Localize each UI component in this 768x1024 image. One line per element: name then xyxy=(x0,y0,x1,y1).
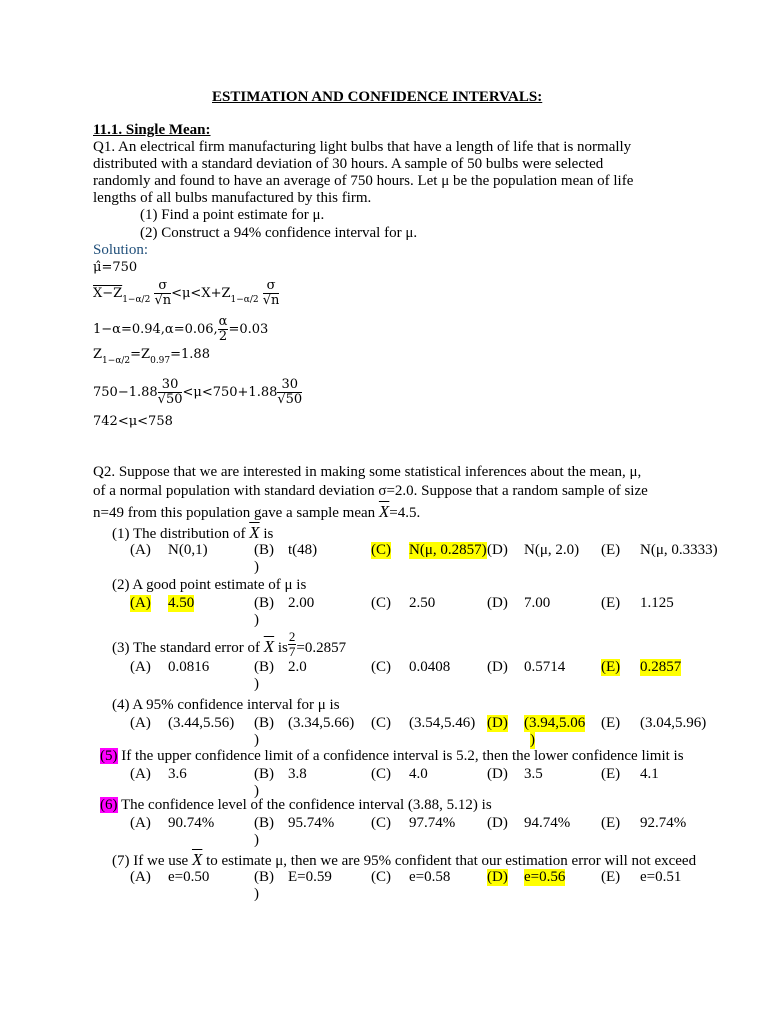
frac-num: 30 xyxy=(277,378,302,393)
q2-line-text: n=49 from this population gave a sample mean xyxy=(93,505,376,521)
question-text: (7) If we use xyxy=(112,853,189,869)
choice-label: (A) xyxy=(130,595,151,611)
choice-label: (B) xyxy=(254,659,274,675)
choice-label: (A) xyxy=(130,815,151,831)
question-text-tail: is xyxy=(277,640,288,656)
frac-num: 30 xyxy=(158,378,183,393)
solution-label: Solution: xyxy=(93,242,149,258)
question-text: (4) A 95% confidence interval for μ is xyxy=(112,697,340,713)
wrapped-paren: ) xyxy=(254,612,259,628)
xbar-symbol: $\overline{X}$ xyxy=(263,637,275,656)
choice-value: 2.0 xyxy=(288,659,307,675)
z-text: Z xyxy=(93,347,103,362)
choice-label: (B) xyxy=(254,542,274,558)
wrapped-paren: ) xyxy=(254,886,259,902)
choice-label: (E) xyxy=(601,766,621,782)
choice-label: (A) xyxy=(130,659,151,675)
choice-value: 3.6 xyxy=(168,766,187,782)
choice-value: t(48) xyxy=(288,542,318,558)
choice-value: 2.50 xyxy=(409,595,436,611)
choice-value: 0.0408 xyxy=(409,659,451,675)
choice-label: (E) xyxy=(601,595,621,611)
choice-label: (E) xyxy=(601,815,621,831)
sigma-frac-2 xyxy=(263,279,280,308)
question-stem xyxy=(100,748,684,765)
choice-label: (A) xyxy=(130,766,151,782)
xbar-symbol: $\overline{X}$ xyxy=(378,502,390,521)
ci-frac-2 xyxy=(277,378,302,407)
choice-label: (D) xyxy=(487,869,508,885)
choice-value: 4.50 xyxy=(168,595,195,611)
choice-label: (C) xyxy=(371,869,391,885)
question-text: (1) The distribution of xyxy=(112,526,246,542)
choice-label: (B) xyxy=(254,715,274,731)
choice-value: N(0,1) xyxy=(168,542,208,558)
choice-value: 0.2857 xyxy=(640,659,682,675)
sigma-frac xyxy=(154,279,171,308)
choice-label: (D) xyxy=(487,659,508,675)
question-text: If the upper confidence limit of a confidence interval is 5.2, then the lower confidence limit is xyxy=(121,748,684,764)
choice-value: (3.34,5.66) xyxy=(288,715,355,731)
xbar-symbol: $\overline{X}$ xyxy=(191,850,203,869)
frac-den: 7 xyxy=(288,644,296,659)
ci-text-2: <μ<750+1.88 xyxy=(182,385,278,400)
formula-sub: 1−α/2 xyxy=(122,295,151,305)
wrapped-paren: ) xyxy=(254,732,259,748)
question-number: (6) xyxy=(100,797,118,813)
wrapped-paren: ) xyxy=(254,832,259,848)
question-stem xyxy=(112,577,306,594)
choice-label: (C) xyxy=(371,595,391,611)
choice-value: 1.125 xyxy=(640,595,674,611)
page-title: ESTIMATION AND CONFIDENCE INTERVALS: xyxy=(212,89,543,105)
choice-value: N(μ, 2.0) xyxy=(524,542,580,558)
choice-value: 97.74% xyxy=(409,815,456,831)
choice-label: (C) xyxy=(371,815,391,831)
question-stem xyxy=(100,797,492,814)
choice-label: (D) xyxy=(487,542,508,558)
choice-label: (A) xyxy=(130,542,151,558)
q1-line: distributed with a standard deviation of 30 hours. A sample of 50 bulbs were selected xyxy=(93,156,604,172)
frac-den: √50 xyxy=(157,392,183,407)
choice-value: 3.8 xyxy=(288,766,307,782)
sample-mean-value: =4.5. xyxy=(389,505,421,521)
ci-computation xyxy=(93,376,302,410)
choice-label: (D) xyxy=(487,715,508,731)
point-estimate: μ̂=750 xyxy=(93,260,138,275)
choice-value: 4.0 xyxy=(409,766,428,782)
question-text-tail: is xyxy=(263,526,274,542)
wrapped-paren: ) xyxy=(254,676,259,692)
ci-result: 742<μ<758 xyxy=(93,414,173,429)
choice-label: (B) xyxy=(254,815,274,831)
frac-num: α xyxy=(218,314,228,329)
frac-num: σ xyxy=(154,279,171,294)
choice-value: e=0.58 xyxy=(409,869,451,885)
choice-label: (A) xyxy=(130,715,151,731)
choice-value: e=0.56 xyxy=(524,869,566,885)
choice-value: E=0.59 xyxy=(288,869,332,885)
alpha-frac xyxy=(218,315,229,344)
choice-value: (3.94,5.06 xyxy=(524,715,586,731)
frac-den: √n xyxy=(154,293,172,308)
choice-label: (C) xyxy=(371,715,391,731)
choice-label: (D) xyxy=(487,815,508,831)
choice-label: (B) xyxy=(254,766,274,782)
formula-part: X−Z xyxy=(93,286,123,301)
xbar-symbol: $\overline{X}$ xyxy=(249,523,260,542)
ci-formula xyxy=(93,276,279,318)
z-sub: 1−α/2 xyxy=(102,356,131,366)
question-text: (3) The standard error of xyxy=(112,640,260,656)
ci-text: 750−1.88 xyxy=(93,385,158,400)
choice-value: 2.00 xyxy=(288,595,315,611)
frac-result: =0.2857 xyxy=(296,640,347,656)
choice-value: 95.74% xyxy=(288,815,335,831)
question-text: (2) A good point estimate of μ is xyxy=(112,577,307,593)
choice-value: (3.04,5.96) xyxy=(640,715,707,731)
wrapped-paren: ) xyxy=(530,732,535,748)
question-text: The confidence level of the confidence interval (3.88, 5.12) is xyxy=(120,797,492,813)
formula-mid: <μ<X+Z xyxy=(171,286,231,301)
choice-label: (D) xyxy=(487,595,508,611)
frac-den: 2 xyxy=(218,329,228,344)
z-sub-2: 0.97 xyxy=(150,356,171,366)
choice-value: 94.74% xyxy=(524,815,571,831)
choice-value: 90.74% xyxy=(168,815,215,831)
choice-label: (E) xyxy=(601,659,621,675)
q2-line xyxy=(93,503,420,522)
choice-value: 92.74% xyxy=(640,815,687,831)
choice-label: (C) xyxy=(371,542,391,558)
q2-line: of a normal population with standard deviation σ=2.0. Suppose that a random sample of size xyxy=(93,483,648,499)
q1-part: (1) Find a point estimate for μ. xyxy=(140,207,325,223)
alpha-result: =0.03 xyxy=(228,322,269,337)
choice-value: 3.5 xyxy=(524,766,543,782)
choice-label: (D) xyxy=(487,766,508,782)
alpha-text: 1−α=0.94,α=0.06, xyxy=(93,322,218,337)
q1-line: lengths of all bulbs manufactured by this firm. xyxy=(93,190,372,206)
choice-label: (B) xyxy=(254,869,274,885)
z-result: =1.88 xyxy=(170,347,210,362)
z-line xyxy=(93,345,210,371)
choice-value: 7.00 xyxy=(524,595,551,611)
question-text-tail: to estimate μ, then we are 95% confident that our estimation error will not exceed xyxy=(206,853,697,869)
frac-num: 2 xyxy=(288,629,296,644)
q1-line: Q1. An electrical firm manufacturing light bulbs that have a length of life that is normally xyxy=(93,139,632,155)
choice-label: (E) xyxy=(601,715,621,731)
wrapped-paren: ) xyxy=(254,783,259,799)
frac-den: √50 xyxy=(277,392,303,407)
choice-value: e=0.50 xyxy=(168,869,210,885)
choice-value: 4.1 xyxy=(640,766,659,782)
section-heading: 11.1. Single Mean: xyxy=(93,122,211,138)
choice-label: (C) xyxy=(371,659,391,675)
choice-label: (E) xyxy=(601,869,621,885)
choice-value: e=0.51 xyxy=(640,869,682,885)
question-number: (5) xyxy=(100,748,118,764)
alpha-line xyxy=(93,314,268,346)
question-stem xyxy=(112,630,346,659)
choice-label: (E) xyxy=(601,542,621,558)
wrapped-paren: ) xyxy=(254,559,259,575)
q1-part: (2) Construct a 94% confidence interval for μ. xyxy=(140,225,418,241)
choice-value: N(μ, 0.3333) xyxy=(640,542,718,558)
choice-value: (3.54,5.46) xyxy=(409,715,476,731)
choice-label: (B) xyxy=(254,595,274,611)
choice-value: (3.44,5.56) xyxy=(168,715,235,731)
question-stem xyxy=(112,851,696,870)
formula-sub-2: 1−α/2 xyxy=(230,295,259,305)
z-text-2: =Z xyxy=(130,347,151,362)
choice-label: (C) xyxy=(371,766,391,782)
choice-value: 0.0816 xyxy=(168,659,210,675)
frac-num: σ xyxy=(263,279,280,294)
q1-line: randomly and found to have an average of 750 hours. Let μ be the population mean of life xyxy=(93,173,634,189)
question-stem xyxy=(112,524,273,543)
q2-line: Q2. Suppose that we are interested in making some statistical inferences about the mean, μ, xyxy=(93,464,642,480)
ci-frac xyxy=(158,378,183,407)
question-stem xyxy=(112,697,340,714)
choice-label: (A) xyxy=(130,869,151,885)
frac-den: √n xyxy=(262,293,280,308)
choice-value: 0.5714 xyxy=(524,659,566,675)
choice-value: N(μ, 0.2857) xyxy=(409,542,487,558)
